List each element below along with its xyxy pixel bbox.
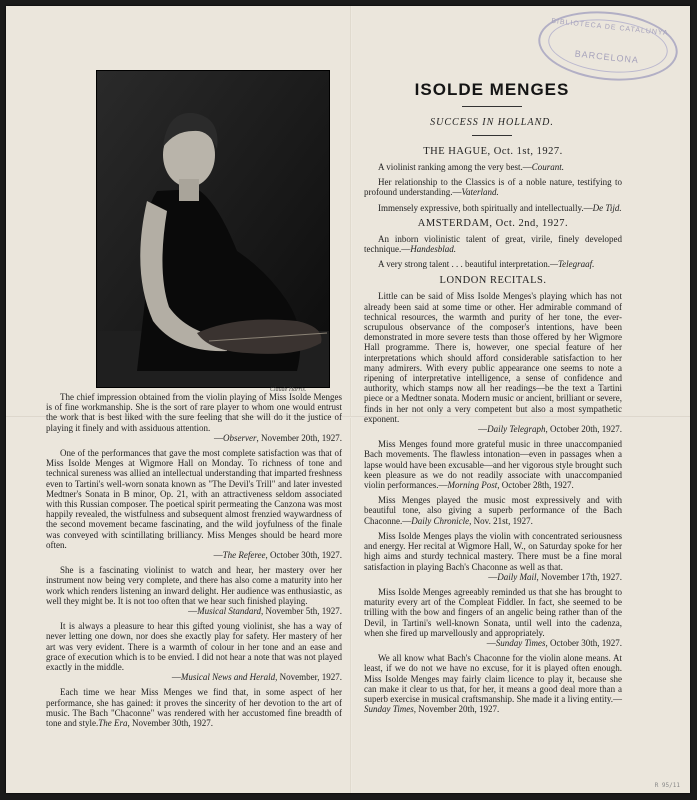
review-source: Morning Post: [447, 480, 498, 491]
review-date: , October 20th, 1927.: [545, 424, 622, 435]
review-source: —Telegraaf.: [549, 259, 595, 270]
review-quote: The chief impression obtained from the violin playing of Miss Isolde Menges is of fine workmanship. She is the sort of rare player to whom one would entrust the work that is best liked with the sure feeling that she will do it the justice of playing it finely and with assiduous attention.: [46, 392, 342, 433]
portrait-photo: [96, 70, 330, 388]
right-reviews: [364, 146, 622, 719]
review-item: [364, 495, 622, 526]
review-text: [46, 621, 342, 672]
review-quote: Immensely expressive, both spiritually and intellectually.—: [378, 202, 593, 213]
review-quote: Miss Isolde Menges agreeably reminded us that she has brought to maturity every art of the Compleat Fiddler. In fact, she seemed to be trilling with the bow and fingers of an angelic being rather than of the Devil, in Tartini's well-known Sonata, until well into the cadenza, when she fired up marvellously and appropriately.: [364, 586, 622, 638]
review-date: , Nov. 21st, 1927.: [469, 515, 533, 526]
review-source: Daily Telegraph: [487, 424, 546, 435]
review-attribution: —Musical News and Herald, November, 1927.: [171, 672, 342, 683]
section-heading-london: LONDON RECITALS.: [439, 275, 547, 287]
review-source: Sunday Times: [364, 704, 414, 715]
review-quote: We all know what Bach's Chaconne for the violin alone means. At least, if we do not we have no excuse, for it is played often enough. Miss Isolde Menges may fairly claim licence to play it, because she can make it clear to us that, for her, it means a good deal more than a superb exercise in musical craftsmanship. She made it a living entity.—: [364, 653, 622, 704]
review-text: [364, 177, 622, 197]
review-source: Vaterland.: [461, 187, 499, 198]
review-date: , November 20th, 1927.: [256, 432, 342, 443]
review-quote: Little can be said of Miss Isolde Menges's playing which has not already been said at some time or other. Her admirable command of technical resources, the warmth and purity of her tone, the ever-scrupulous observance of the composer's intentions, have been demonstrated in more severe tests than those offered by her Wigmore Hall programme. There is, however, one special feature of her interpretations which should afford considerable satisfaction to her many admirers. With every public appearance one seems to note a ripening of interpretative intelligence, a sense of confidence and authority, which stamps now all her readings—be the text a Tartini piece or a Medtner sonata. Modern music or ancient, brilliant or severe, finds in her not only a very competent but also a most sympathetic exponent.: [364, 291, 622, 424]
review-text: [46, 392, 342, 433]
review-source: De Tijd.: [592, 202, 622, 213]
review-date: , November 17th, 1927.: [536, 571, 622, 582]
review-source: The Era: [98, 718, 128, 729]
review-source: Musical News and Herald: [180, 672, 276, 683]
review-item: [364, 439, 622, 490]
review-item: [46, 448, 342, 560]
review-quote: A violinist ranking among the very best.—: [378, 162, 532, 172]
review-text: [46, 687, 342, 728]
review-quote: Miss Menges found more grateful music in three unaccompanied Bach movements. The flawless intonation—even in passages when a lapse would have been excusable—and her vigorous style brought such keen pleasure as we do not readily associate with unaccompanied violin performances.—: [364, 439, 622, 491]
review-source: Observer: [223, 432, 257, 443]
review-attribution: —Observer, November 20th, 1927.: [214, 432, 342, 443]
review-text: [364, 495, 622, 526]
review-item: [46, 621, 342, 682]
review-item: [46, 687, 342, 728]
review-date: , November 20th, 1927.: [413, 704, 500, 715]
review-source: Daily Mail: [497, 571, 537, 582]
review-source: The Referee: [222, 550, 266, 561]
review-text: [364, 259, 622, 269]
review-quote: Each time we hear Miss Menges we find that, in some aspect of her performance, she has gained: it proves the sincerity of her devotion to the art of music. The Bach "Chaconne" was rendered with her accustomed fine breadth of tone and style.: [46, 687, 342, 729]
review-source: Sunday Times: [495, 637, 546, 648]
review-source: Daily Chronicle: [411, 515, 470, 526]
review-date: , October 28th, 1927.: [497, 480, 574, 491]
review-quote: A very strong talent . . . beautiful interpretation.: [378, 259, 550, 270]
review-attribution: —Daily Mail, November 17th, 1927.: [488, 571, 622, 582]
review-text: [46, 565, 342, 606]
review-item: [46, 565, 342, 616]
review-text: [364, 531, 622, 572]
review-quote: Her relationship to the Classics is of a noble nature, testifying to profound understanding.—: [364, 177, 622, 198]
review-attribution: —Musical Standard, November 5th, 1927.: [188, 606, 342, 617]
review-attribution: —Sunday Times, October 30th, 1927.: [486, 637, 622, 648]
library-stamp: [535, 6, 681, 87]
review-text: [364, 203, 622, 213]
review-text: [364, 653, 622, 714]
review-quote: Miss Isolde Menges plays the violin with concentrated seriousness and energy. Her recital at Wigmore Hall, W., on Saturday spoke for her high aims and sturdy technical mastery. There must be a fine moral satisfaction in playing Bach's Chaconne as well as that.: [364, 530, 622, 572]
review-text: [364, 234, 622, 254]
review-text: [364, 439, 622, 490]
page-subtitle: SUCCESS IN HOLLAND.: [430, 117, 554, 128]
review-attribution: —Daily Telegraph, October 20th, 1927.: [478, 424, 622, 435]
review-item: [364, 587, 622, 648]
review-date: , October 30th, 1927.: [265, 550, 342, 561]
title-rule: [462, 106, 522, 107]
stamp-bottom-text: BARCELONA: [574, 48, 640, 66]
subtitle-rule: [472, 135, 512, 136]
review-source: Handesblad.: [410, 244, 456, 255]
review-quote: Miss Menges played the music most expressively and with beautiful tone, also giving a superb performance of the Bach Chaconne.—: [364, 495, 622, 526]
pencil-mark: R 95/11: [654, 782, 680, 789]
review-text: [364, 162, 622, 172]
review-text: [46, 448, 342, 550]
review-text: [364, 291, 622, 424]
review-date: , November 30th, 1927.: [127, 718, 213, 729]
page-title: ISOLDE MENGES: [414, 80, 570, 99]
leaflet-page: [6, 6, 690, 793]
review-quote: An inborn violinistic talent of great, virile, finely developed technique.—: [364, 233, 622, 255]
review-quote: It is always a pleasure to hear this gifted young violinist, she has a way of never letting one down, nor does she exactly play for safety. Her mastery of her art was very evident. There is a warmth of colour in her tone and an ease and grace of execution which is to be envied. I did not hear a note that was not played exactly in the middle.: [46, 621, 342, 673]
photo-credit: Claude Harris.: [270, 387, 307, 393]
section-heading-amsterdam: AMSTERDAM, Oct. 2nd, 1927.: [417, 217, 569, 229]
review-date: , October 30th, 1927.: [545, 637, 622, 648]
stamp-top-text: BIBLIOTECA DE CATALUNYA: [550, 17, 669, 38]
review-item: [364, 291, 622, 434]
review-item: [364, 531, 622, 582]
left-reviews: [46, 392, 342, 733]
review-date: , November, 1927.: [275, 672, 342, 683]
review-item: [364, 653, 622, 714]
section-heading-hague: THE HAGUE, Oct. 1st, 1927.: [423, 146, 563, 157]
review-date: , November 5th, 1927.: [261, 606, 342, 617]
review-text: [364, 587, 622, 638]
review-item: [46, 392, 342, 443]
review-source: Musical Standard: [197, 606, 261, 617]
review-quote: She is a fascinating violinist to watch and hear, her mastery over her instrument now being very complete, and there has also come a maturity into her work which renders listening an inward delight. Her audience was enthusiastic, as well they might be. It is not too often that we hear such finished playing.: [46, 565, 342, 606]
review-attribution: —The Referee, October 30th, 1927.: [213, 550, 342, 561]
review-source: Courant.: [531, 162, 564, 172]
review-quote: One of the performances that gave the most complete satisfaction was that of Miss Isolde Menges at Wigmore Hall on Monday. To richness of tone and technical sureness was allied an intellectual understanding that imparted freshness even to Tartini's well-worn sonata known as "The Devil's Trill" and later invested Medtner's Sonata in B minor, Op. 21, with an attractiveness seldom associated with this Russian composer. The poetical spirit permeating the Canzona was most happily revealed, the wistfulness and subsequent almost frenzied waywardness of the second movement became fascinating, and the wild joyfulness of the finale was conveyed with scintillating brilliancy. Miss Menges should be heard more often.: [46, 448, 342, 550]
